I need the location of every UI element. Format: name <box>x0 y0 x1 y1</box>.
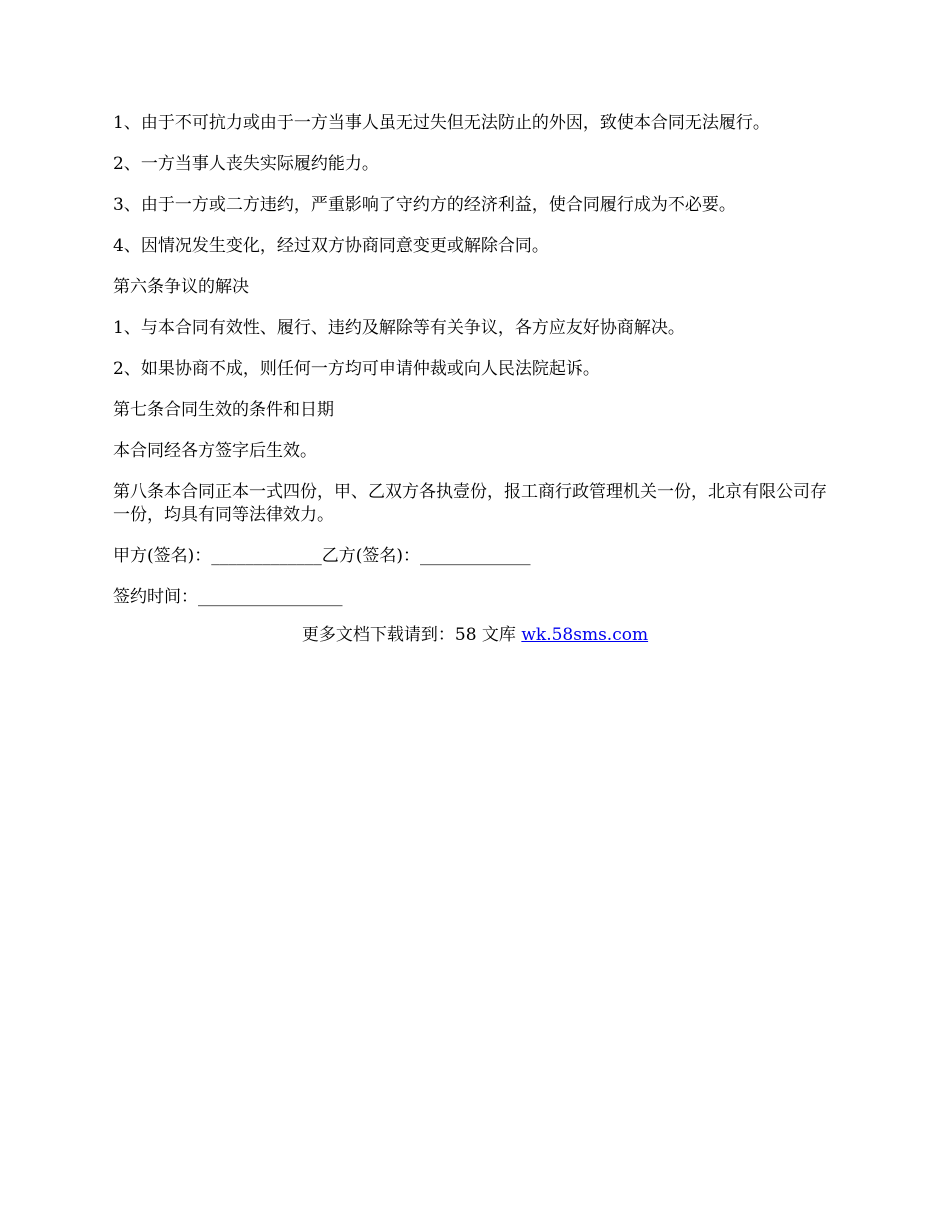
document-body <box>113 112 843 627</box>
paragraph-dispute-1: 1、与本合同有效性、履行、违约及解除等有关争议，各方应友好协商解决。 <box>113 318 685 338</box>
footer-link[interactable]: wk.58sms.com <box>521 625 649 645</box>
paragraph-clause-2: 2、一方当事人丧失实际履约能力。 <box>113 154 379 174</box>
paragraph-clause-3: 3、由于一方或二方违约，严重影响了守约方的经济利益，使合同履行成为不必要。 <box>113 195 736 215</box>
footer-text: 更多文档下载请到：58 文库 <box>301 625 522 645</box>
section-heading-article-6: 第六条争议的解决 <box>113 277 249 297</box>
download-footer <box>0 624 950 647</box>
paragraph-dispute-2: 2、如果协商不成，则任何一方均可申请仲裁或向人民法院起诉。 <box>113 359 600 379</box>
paragraph-clause-4: 4、因情况发生变化，经过双方协商同意变更或解除合同。 <box>113 236 549 256</box>
signature-line: 甲方(签名)：_____________乙方(签名)：_____________ <box>113 546 531 566</box>
paragraph-article-8: 第八条本合同正本一式四份，甲、乙双方各执壹份，报工商行政管理机关一份，北京有限公司存一份，均具有同等法律效力。 <box>113 482 827 525</box>
section-heading-article-7: 第七条合同生效的条件和日期 <box>113 400 334 420</box>
paragraph-clause-1: 1、由于不可抗力或由于一方当事人虽无过失但无法防止的外因，致使本合同无法履行。 <box>113 113 770 133</box>
paragraph-effective: 本合同经各方签字后生效。 <box>113 441 317 461</box>
signing-date-line: 签约时间：_________________ <box>113 587 343 607</box>
